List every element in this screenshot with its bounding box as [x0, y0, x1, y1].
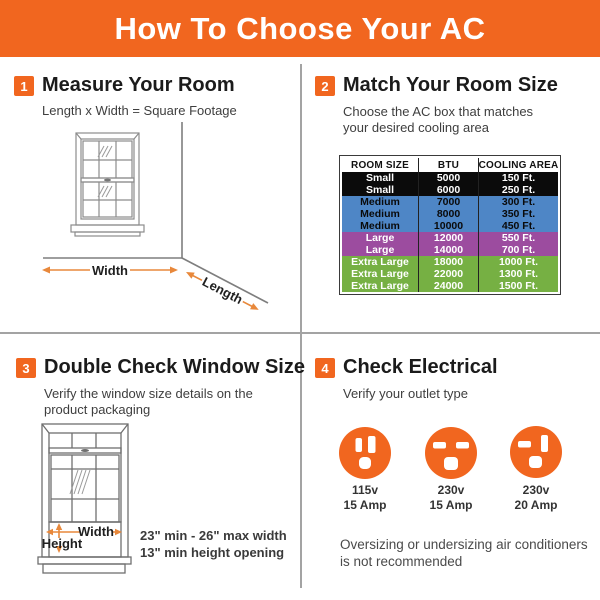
spec-width-range: 23" min - 26" max width	[140, 528, 287, 543]
cell-btu: 12000	[418, 232, 478, 244]
length-label: Length	[199, 273, 246, 308]
cell-btu: 8000	[418, 208, 478, 220]
cell-room-size: Medium	[360, 208, 400, 220]
table-row	[342, 196, 558, 208]
horizontal-divider	[0, 332, 600, 334]
cell-room-size: Extra Large	[351, 280, 409, 292]
section-3-subtitle	[44, 386, 253, 418]
outlet-icons	[315, 424, 575, 482]
cell-room-size: Small	[365, 184, 394, 196]
table-row	[342, 172, 558, 184]
window-height-arrow	[42, 523, 83, 553]
cell-cooling-area: 450 Ft.	[478, 220, 558, 232]
table-row	[342, 280, 558, 292]
table-row	[342, 268, 558, 280]
cell-cooling-area: 350 Ft.	[478, 208, 558, 220]
cell-btu: 14000	[418, 244, 478, 256]
length-arrow	[183, 265, 263, 316]
section-2-subtitle	[343, 104, 533, 136]
header-banner	[0, 0, 600, 57]
section-2-title: Match Your Room Size	[343, 74, 558, 96]
outlet-amps: 15 Amp	[343, 498, 387, 512]
col-header-room-size: ROOM SIZE	[351, 159, 409, 171]
table-row	[342, 184, 558, 196]
room-wall-lines	[43, 122, 268, 303]
outlet-voltage: 230v	[437, 483, 465, 497]
cell-room-size: Medium	[360, 196, 400, 208]
btu-sizing-table	[339, 155, 561, 295]
cell-room-size: Extra Large	[351, 268, 409, 280]
cell-btu: 10000	[418, 220, 478, 232]
col-header-btu: BTU	[418, 158, 478, 172]
table-row	[342, 208, 558, 220]
outlet-label-230v-20a	[496, 483, 576, 513]
section-4-title: Check Electrical	[343, 356, 498, 378]
cell-btu: 6000	[418, 184, 478, 196]
spec-height-min: 13" min height opening	[140, 545, 285, 560]
outlet-amps: 20 Amp	[514, 498, 558, 512]
section-3-subtitle-line1: Verify the window size details on the	[44, 386, 253, 401]
cell-room-size: Extra Large	[351, 256, 409, 268]
sizing-note	[340, 536, 588, 570]
cell-cooling-area: 1500 Ft.	[478, 280, 558, 292]
table-row	[342, 232, 558, 244]
cell-room-size: Large	[365, 244, 395, 256]
outlet-230v-15amp-icon	[425, 427, 477, 479]
col-header-cooling-area: COOLING AREA	[478, 159, 558, 171]
outlet-voltage: 115v	[351, 483, 379, 497]
room-corner-illustration	[20, 115, 290, 330]
window-icon	[71, 133, 144, 236]
outlet-voltage: 230v	[522, 483, 550, 497]
window-width-label: Width	[78, 524, 114, 539]
table-row	[342, 256, 558, 268]
section-1-subtitle: Length x Width = Square Footage	[42, 103, 237, 118]
cell-btu: 22000	[418, 268, 478, 280]
cell-cooling-area: 1300 Ft.	[478, 268, 558, 280]
width-arrow	[42, 263, 178, 278]
window-size-specs	[140, 527, 287, 561]
step-1-badge: 1	[14, 76, 34, 96]
cell-btu: 24000	[418, 280, 478, 292]
sizing-note-line1: Oversizing or undersizing air conditioners	[340, 537, 588, 552]
table-row	[342, 244, 558, 256]
section-3-subtitle-line2: product packaging	[44, 402, 151, 417]
outlet-115v-icon	[339, 427, 391, 479]
page-title: How To Choose Your AC	[114, 10, 486, 46]
cell-cooling-area: 550 Ft.	[478, 232, 558, 244]
cell-cooling-area: 250 Ft.	[478, 184, 558, 196]
table-header-row	[342, 158, 558, 172]
step-4-badge: 4	[315, 358, 335, 378]
section-2-subtitle-line1: Choose the AC box that matches	[343, 104, 534, 119]
cell-cooling-area: 1000 Ft.	[478, 256, 558, 268]
sizing-note-line2: is not recommended	[340, 554, 463, 569]
cell-btu: 18000	[418, 256, 478, 268]
width-label: Width	[92, 263, 128, 278]
section-2-subtitle-line2: your desired cooling area	[343, 120, 489, 135]
cell-cooling-area: 300 Ft.	[478, 196, 558, 208]
cell-btu: 5000	[418, 172, 478, 184]
cell-room-size: Medium	[360, 220, 400, 232]
section-4-subtitle: Verify your outlet type	[343, 386, 469, 401]
outlet-230v-20amp-icon	[510, 426, 562, 478]
window-height-label: Height	[41, 536, 83, 551]
cell-btu: 7000	[418, 196, 478, 208]
outlet-amps: 15 Amp	[429, 498, 473, 512]
section-1-title: Measure Your Room	[42, 74, 235, 96]
table-row	[342, 220, 558, 232]
outlet-label-230v-15a	[411, 483, 491, 513]
vertical-divider	[300, 64, 302, 588]
outlet-label-115v	[325, 483, 405, 513]
cell-room-size: Small	[365, 172, 394, 184]
cell-room-size: Large	[365, 232, 395, 244]
cell-cooling-area: 150 Ft.	[478, 172, 558, 184]
step-3-badge: 3	[16, 358, 36, 378]
section-3-title: Double Check Window Size	[44, 356, 305, 378]
step-2-badge: 2	[315, 76, 335, 96]
cell-cooling-area: 700 Ft.	[478, 244, 558, 256]
